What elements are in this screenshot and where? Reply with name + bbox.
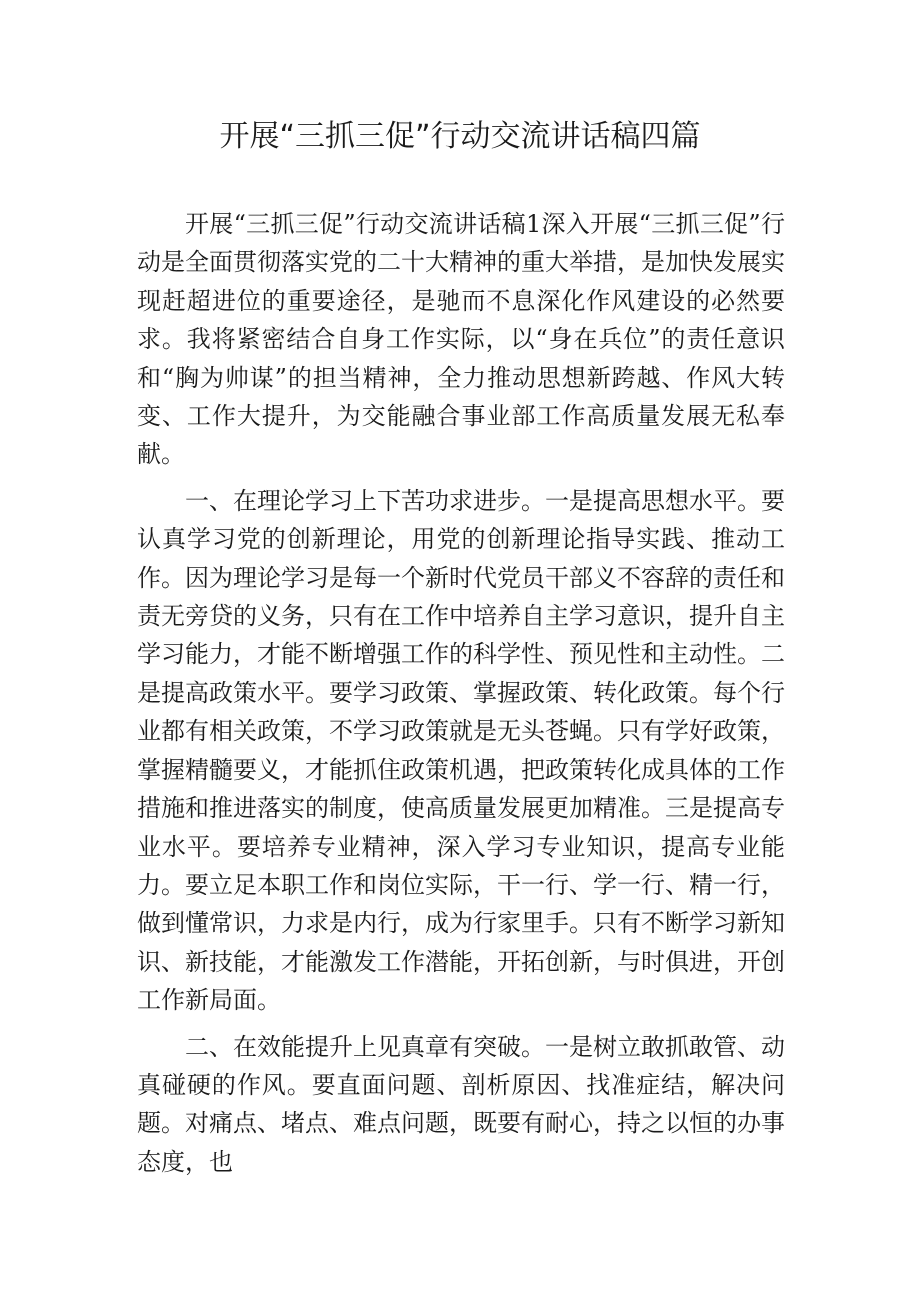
document-title: 开展“三抓三促”行动交流讲话稿四篇	[219, 119, 701, 154]
document-body	[137, 205, 785, 1181]
paragraph-intro: 开展“三抓三促”行动交流讲话稿1深入开展“三抓三促”行动是全面贯彻落实党的二十大精神的重大举措，是加快发展实现赶超进位的重要途径，是驰而不息深化作风建设的必然要求。我将紧密结合自身工作实际，以“身在兵位”的责任意识和“胸为帅谋”的担当精神，全力推动思想新跨越、作风大转变、工作大提升，为交能融合事业部工作高质量发展无私奉献。	[137, 210, 785, 469]
paragraph-section-two: 二、在效能提升上见真章有突破。一是树立敢抓敢管、动真碰硬的作风。要直面问题、剖析原因、找准症结，解决问题。对痛点、堵点、难点问题，既要有耐心，持之以恒的办事态度，也	[137, 1032, 785, 1176]
paragraph-section-one: 一、在理论学习上下苦功求进步。一是提高思想水平。要认真学习党的创新理论，用党的创新理论指导实践、推动工作。因为理论学习是每一个新时代党员干部义不容辞的责任和责无旁贷的义务，只有在工作中培养自主学习意识，提升自主学习能力，才能不断增强工作的科学性、预见性和主动性。二是提高政策水平。要学习政策、掌握政策、转化政策。每个行业都有相关政策，不学习政策就是无头苍蝇。只有学好政策，掌握精髓要义，才能抓住政策机遇，把政策转化成具体的工作措施和推进落实的制度，使高质量发展更加精准。三是提高专业水平。要培养专业精神，深入学习专业知识，提高专业能力。要立足本职工作和岗位实际，干一行、学一行、精一行，做到懂常识，力求是内行，成为行家里手。只有不断学习新知识、新技能，才能激发工作潜能，开拓创新，与时俱进，开创工作新局面。	[137, 486, 785, 1015]
